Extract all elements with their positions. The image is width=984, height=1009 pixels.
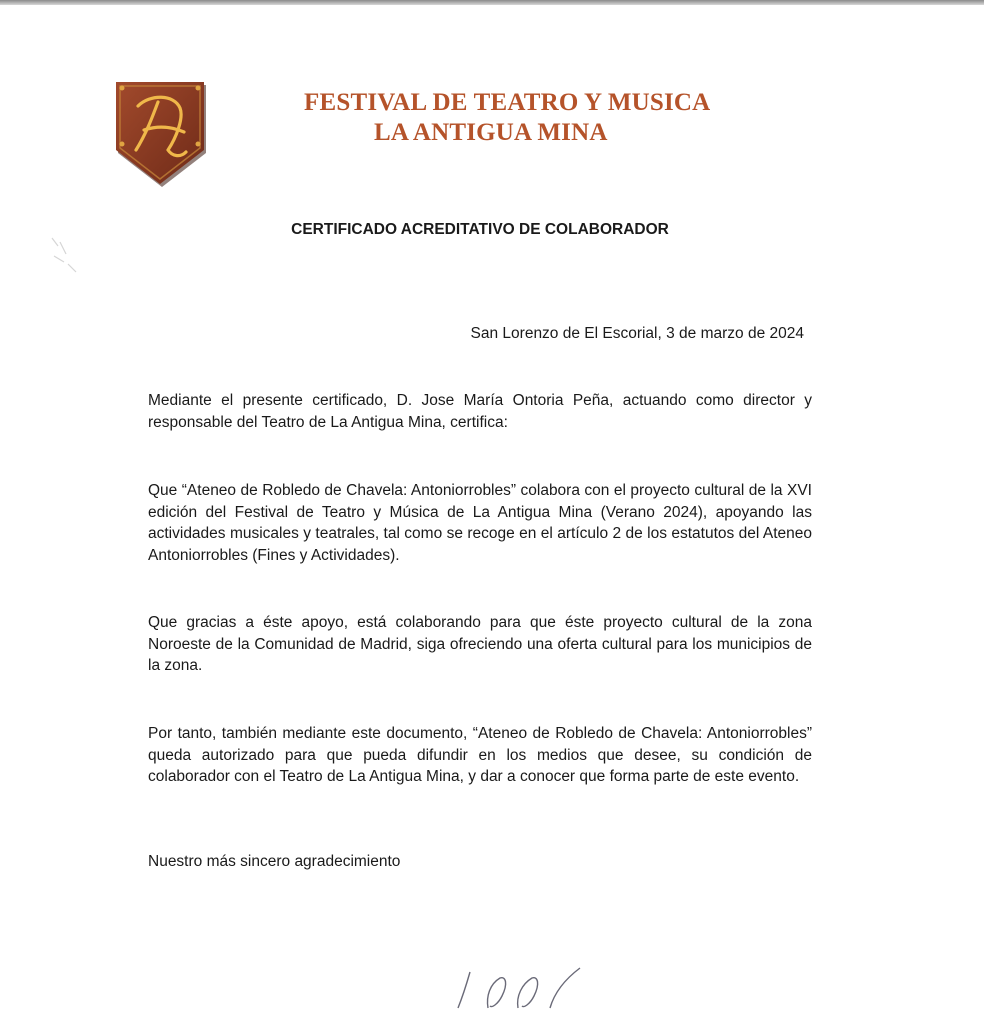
shield-logo-icon (110, 78, 210, 188)
scan-top-edge (0, 0, 984, 5)
festival-title (300, 88, 770, 148)
certificate-title: CERTIFICADO ACREDITATIVO DE COLABORADOR (291, 221, 669, 238)
paragraph-thanks: Nuestro más sincero agradecimiento (148, 853, 401, 870)
paragraph-authorization: Por tanto, también mediante este documento, “Ateneo de Robledo de Chavela: Antoniorrobles” queda autorizado para que pueda difundir en los medios que desee, su condición de colaborador con el Teatro de La Antigua Mina, y dar a conocer que forma parte de este evento. (148, 725, 812, 785)
handwritten-signature (440, 962, 600, 1009)
paragraph-collaboration: Que “Ateneo de Robledo de Chavela: Antoniorrobles” colabora con el proyecto cultural de la XVI edición del Festival de Teatro y Música de La Antigua Mina (Verano 2024), apoyando las actividades musicales y teatrales, tal como se recoge en el artículo 2 de los estatutos del Ateneo Antoniorrobles (Fines y Actividades). (148, 482, 812, 564)
festival-title-line1: FESTIVAL DE TEATRO Y MUSICA (304, 89, 711, 116)
paragraph-support: Que gracias a éste apoyo, está colaborando para que éste proyecto cultural de la zona Noroeste de la Comunidad de Madrid, siga ofreciendo una oferta cultural para los municipios de la zona. (148, 614, 812, 674)
festival-title-line2: LA ANTIGUA MINA (374, 119, 608, 146)
place-date: San Lorenzo de El Escorial, 3 de marzo de 2024 (470, 325, 804, 342)
paragraph-intro: Mediante el presente certificado, D. Jose María Ontoria Peña, actuando como director y responsable del Teatro de La Antigua Mina, certifica: (148, 392, 812, 431)
